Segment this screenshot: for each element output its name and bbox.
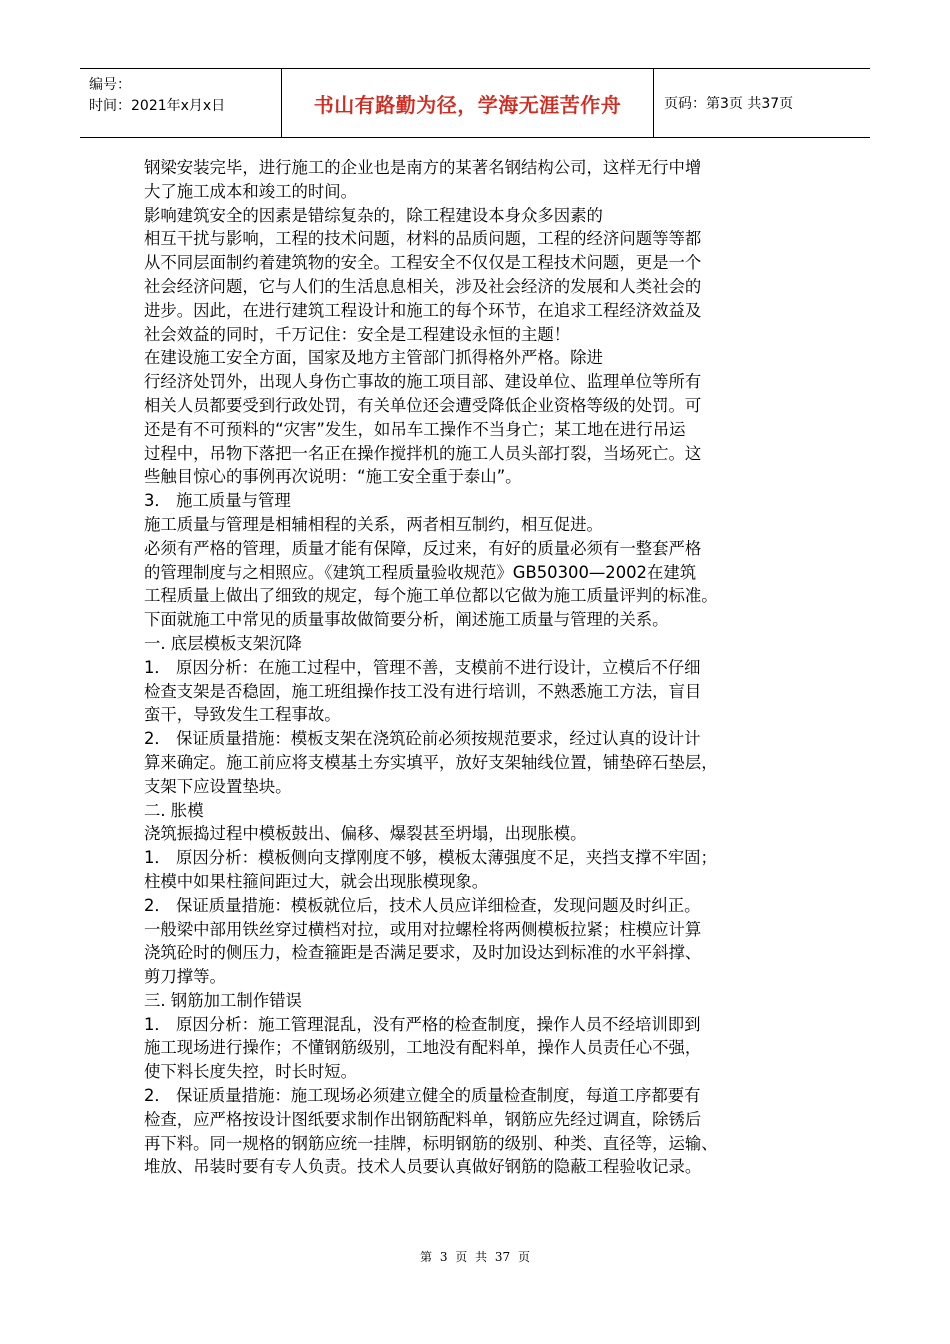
text-line: 一般梁中部用铁丝穿过横档对拉，或用对拉螺栓将两侧模板拉紧；柱模应计算	[144, 919, 702, 939]
text-line: 2． 保证质量措施：模板就位后，技术人员应详细检查，发现问题及时纠正。	[144, 895, 701, 915]
text-line: 进步。因此，在进行建筑工程设计和施工的每个环节，在追求工程经济效益及	[144, 300, 702, 320]
code-label: 编号：	[89, 77, 131, 93]
text-line: 剪刀撑等。	[144, 967, 226, 987]
text-line: 二. 胀模	[144, 800, 204, 820]
text-line: 浇筑振捣过程中模板鼓出、偏移、爆裂甚至坍塌，出现胀模。	[144, 824, 587, 844]
text-line: 蛮干，导致发生工程事故。	[144, 705, 341, 725]
text-line: 一. 底层模板支架沉降	[144, 633, 302, 653]
text-line: 大了施工成本和竣工的时间。	[144, 181, 358, 201]
text-line: 1． 原因分析：在施工过程中，管理不善，支模前不进行设计，立模后不仔细	[144, 657, 701, 677]
text-line: 相关人员都要受到行政处罚，有关单位还会遭受降低企业资格等级的处罚。可	[144, 395, 702, 415]
text-line: 钢梁安装完毕，进行施工的企业也是南方的某著名钢结构公司，这样无行中增	[144, 158, 702, 177]
text-line: 下面就施工中常见的质量事故做简要分析，阐述施工质量与管理的关系。	[144, 610, 669, 630]
text-line: 些触目惊心的事例再次说明：“施工安全重于泰山”。	[144, 467, 522, 487]
text-line: 再下料。同一规格的钢筋应统一挂牌，标明钢筋的级别、种类、直径等，运输、	[144, 1133, 718, 1153]
text-line: 浇筑砼时的侧压力，检查箍距是否满足要求，及时加设达到标准的水平斜撑、	[144, 943, 702, 963]
text-line: 1． 原因分析：施工管理混乱，没有严格的检查制度，操作人员不经培训即到	[144, 1014, 701, 1034]
text-line: 社会经济问题，它与人们的生活息息相关，涉及社会经济的发展和人类社会的	[144, 276, 702, 296]
text-line: 柱模中如果柱箍间距过大，就会出现胀模现象。	[144, 871, 489, 891]
text-line: 工程质量上做出了细致的规定，每个施工单位都以它做为施工质量评判的标准。	[144, 586, 718, 606]
header-motto: 书山有路勤为径，学海无涯苦作舟	[282, 69, 654, 137]
text-line: 三. 钢筋加工制作错误	[144, 990, 302, 1010]
text-line: 影响建筑安全的因素是错综复杂的，除工程建设本身众多因素的	[144, 205, 603, 225]
text-line: 必须有严格的管理，质量才能有保障，反过来，有好的质量必须有一整套严格	[144, 538, 702, 558]
text-line: 的管理制度与之相照应。《建筑工程质量验收规范》GB50300—2002在建筑	[144, 562, 697, 582]
text-line: 3． 施工质量与管理	[144, 491, 291, 511]
text-line: 从不同层面制约着建筑物的安全。工程安全不仅仅是工程技术问题，更是一个	[144, 253, 702, 273]
text-line: 社会效益的同时，千万记住：安全是工程建设永恒的主题！	[144, 324, 571, 344]
header-page-info: 页码：第3页 共37页	[664, 96, 794, 112]
text-line: 2． 保证质量措施：模板支架在浇筑砼前必须按规范要求，经过认真的设计计	[144, 729, 701, 749]
text-line: 施工现场进行操作；不懂钢筋级别，工地没有配料单，操作人员责任心不强，	[144, 1038, 702, 1058]
text-line: 检查支架是否稳固，施工班组操作技工没有进行培训，不熟悉施工方法，盲目	[144, 681, 702, 701]
page-header	[80, 68, 870, 138]
text-line: 过程中，吊物下落把一名正在操作搅拌机的施工人员头部打裂，当场死亡。这	[144, 443, 702, 463]
text-line: 2． 保证质量措施：施工现场必须建立健全的质量检查制度，每道工序都要有	[144, 1086, 701, 1106]
text-line: 检查，应严格按设计图纸要求制作出钢筋配料单，钢筋应先经过调直，除锈后	[144, 1109, 702, 1129]
text-line: 施工质量与管理是相辅相程的关系，两者相互制约，相互促进。	[144, 514, 603, 534]
text-line: 还是有不可预料的“灾害”发生，如吊车工操作不当身亡；某工地在进行吊运	[144, 419, 686, 439]
text-line: 支架下应设置垫块。	[144, 776, 292, 796]
text-line: 1． 原因分析：模板侧向支撑刚度不够，模板太薄强度不足，夹挡支撑不牢固；	[144, 848, 717, 868]
document-body	[144, 156, 810, 1179]
date-label: 时间：2021年x月x日	[89, 98, 226, 114]
text-line: 算来确定。施工前应将支模基土夯实填平，放好支架轴线位置，铺垫碎石垫层，	[144, 752, 718, 772]
header-meta	[80, 69, 282, 137]
text-line: 使下料长度失控，时长时短。	[144, 1062, 358, 1082]
page-footer: 第 3 页 共 37 页	[420, 1250, 530, 1264]
text-line: 行经济处罚外，出现人身伤亡事故的施工项目部、建设单位、监理单位等所有	[144, 372, 702, 392]
text-line: 相互干扰与影响，工程的技术问题，材料的品质问题，工程的经济问题等等都	[144, 229, 702, 249]
text-line: 在建设施工安全方面，国家及地方主管部门抓得格外严格。除进	[144, 348, 603, 368]
text-line: 堆放、吊装时要有专人负责。技术人员要认真做好钢筋的隐蔽工程验收记录。	[144, 1157, 702, 1177]
